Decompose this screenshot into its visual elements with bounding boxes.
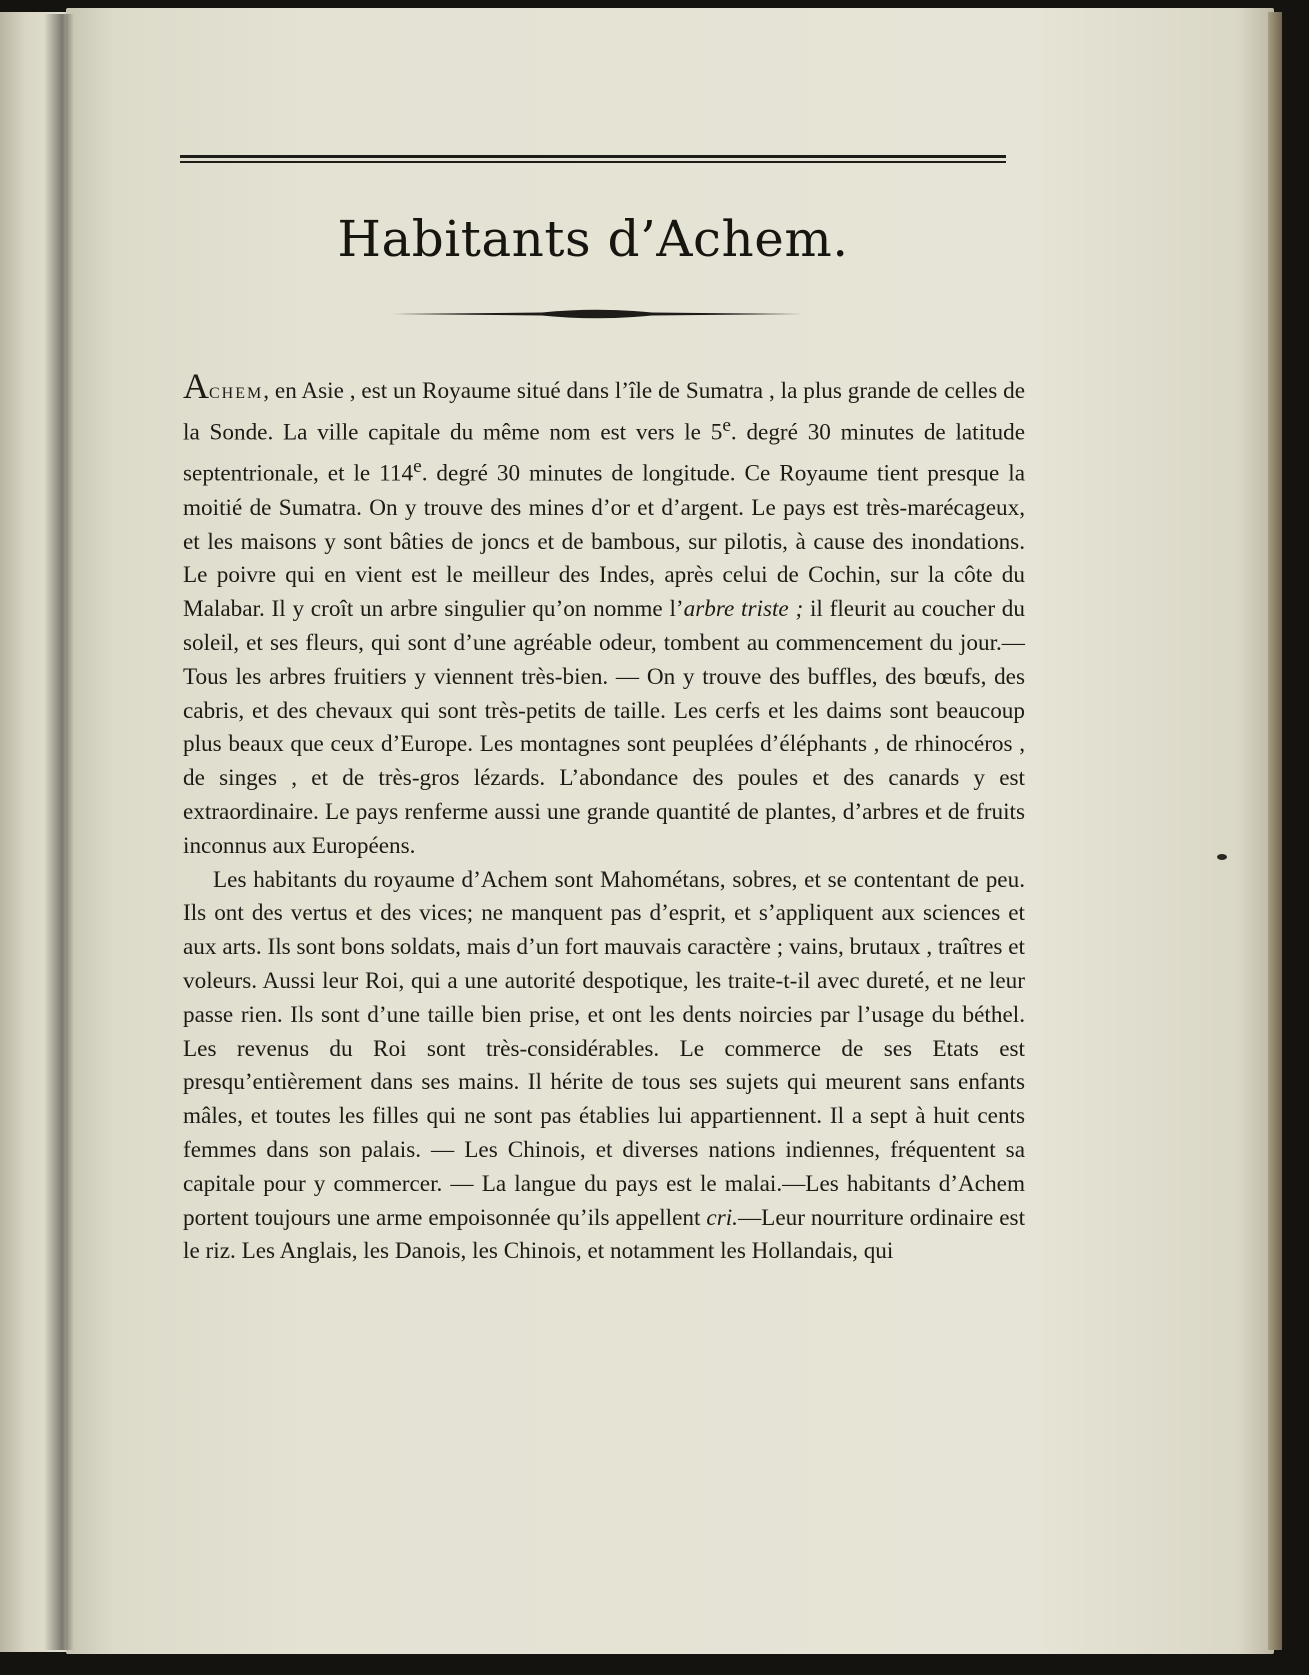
book-gutter-shadow — [44, 14, 74, 1650]
paragraph-1-text-mid2: . degré 30 minutes de longitude. Ce Royaume tient presque la moitié de Sumatra. On y trouve des mines d’or et d’argent. Le pays est très-marécageux, et les maisons y sont bâties de joncs et de bambous, sur pilotis, à cause des inondations. Le poivre qui en vient est le meilleur des Indes, après celui de Cochin, sur la côte du Malabar. Il y croît un arbre singulier qu’on nomme l’ — [183, 461, 1025, 623]
paragraph-1-text-end: il fleurit au coucher du soleil, et ses fleurs, qui sont d’une agréable odeur, tombent au commencement du jour.— Tous les arbres fruitiers y viennent très-bien. — On y trouve des buffles, des bœufs, des cabris, et des chevaux qui sont très-petits de taille. Les cerfs et les daims sont beaucoup plus beaux que ceux d’Europe. Les montagnes sont peuplées d’éléphants , de rhinocéros , de singes , et de très-gros lézards. L’abondance des poules et des canards y est extraordinaire. Le pays renferme aussi une grande quantité de plantes, d’arbres et de fruits inconnus aux Européens. — [183, 596, 1025, 859]
page-blemish — [1217, 854, 1227, 860]
paragraph-1-text-start: , en Asie , est un Royaume situé dans l’île de Sumatra , la plus grande de celles de la Sonde. La ville capitale du même nom est vers le 5 — [183, 378, 1025, 446]
paragraph-2-text-start: Les habitants du royaume d’Achem sont Mahométans, sobres, et se contentant de peu. Ils ont des vertus et des vices; ne manquent pas d’esprit, et s’appliquent aux sciences et aux arts. Ils sont bons soldats, mais d’un fort mauvais caractère ; vains, brutaux , traîtres et voleurs. Aussi leur Roi, qui a une autorité despotique, les traite-t-il avec dureté, et ne leur passe rien. Ils sont d’une taille bien prise, et ont les dents noircies par l’usage du béthel. Les revenus du Roi sont très-considérables. Le commerce de ses Etats est presqu’entièrement dans ses mains. Il hérite de tous ses sujets qui meurent sans enfants mâles, et toutes les filles qui ne sont pas établies lui appartiennent. Il a sept à huit cents femmes dans son palais. — Les Chinois, et diverses nations indiennes, fréquentent sa capitale pour y commercer. — La langue du pays est le malai.—Les habitants d’Achem portent toujours une arme empoisonnée qu’ils appellent — [183, 866, 1025, 1231]
paragraph-2 — [183, 864, 1025, 1270]
superscript: e — [722, 414, 731, 436]
italic-term: arbre triste ; — [683, 596, 804, 623]
paragraph-1 — [183, 368, 1025, 864]
title-ornament-rule — [392, 307, 802, 321]
smallcaps-word: chem — [209, 378, 264, 404]
superscript: e — [413, 456, 422, 478]
header-double-rule — [180, 155, 1006, 165]
italic-term: cri. — [706, 1204, 738, 1231]
paragraph-2-text-end: —Leur nourriture ordinaire est le riz. Les Anglais, les Danois, les Chinois, et notamment les Hollandais, qui — [183, 1204, 1026, 1265]
article-body — [183, 368, 1025, 1269]
paragraph-1-text-mid1: . degré 30 minutes de latitude septentrionale, et le 114 — [183, 419, 1025, 488]
right-page-edge — [1268, 12, 1282, 1650]
page-title: Habitants d’Achem. — [337, 210, 849, 268]
drop-cap: A — [183, 366, 209, 406]
